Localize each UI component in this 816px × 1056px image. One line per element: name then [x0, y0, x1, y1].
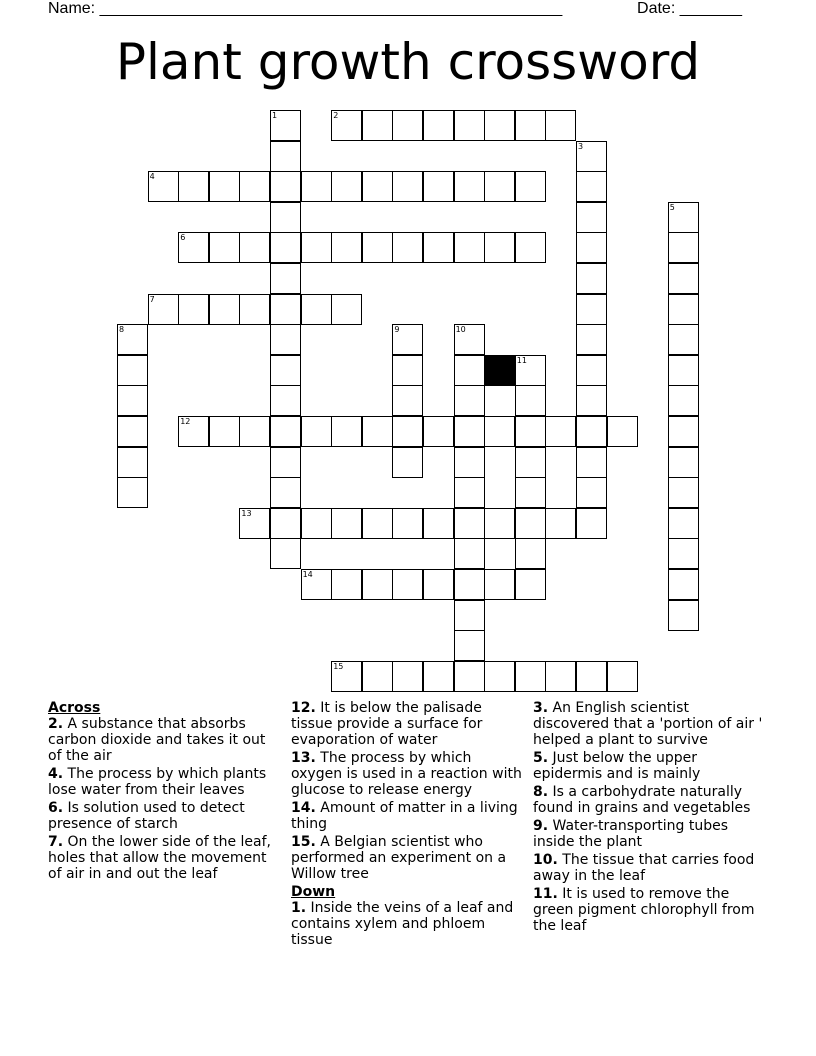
grid-cell[interactable] [423, 661, 454, 692]
clue-item-text: It is used to remove the green pigment chlorophyll from the leaf [533, 886, 755, 934]
clue-item-text: Water-transporting tubes inside the plant [533, 818, 729, 850]
clue-item-number: 9. [533, 818, 549, 834]
grid-cell[interactable] [117, 447, 148, 478]
grid-cell[interactable] [117, 416, 148, 447]
grid-cell[interactable] [668, 324, 699, 355]
grid-cell[interactable] [392, 324, 423, 355]
clue-item-text: The tissue that carries food away in the leaf [533, 852, 755, 884]
grid-cell[interactable] [484, 569, 515, 600]
grid-cell[interactable] [454, 538, 485, 569]
grid-cell[interactable] [301, 232, 332, 263]
grid-cell[interactable] [270, 110, 301, 141]
grid-cell[interactable] [576, 171, 607, 202]
grid-cell[interactable] [270, 447, 301, 478]
grid-cell[interactable] [301, 294, 332, 325]
clue-number: 9 [394, 325, 400, 335]
grid-cell[interactable] [392, 355, 423, 386]
grid-cell[interactable] [331, 661, 362, 692]
grid-cell[interactable] [117, 324, 148, 355]
grid-cell[interactable] [454, 232, 485, 263]
grid-cell[interactable] [454, 110, 485, 141]
grid-cell[interactable] [178, 171, 209, 202]
clue-number: 4 [149, 172, 155, 182]
grid-cell[interactable] [148, 171, 179, 202]
grid-cell[interactable] [668, 508, 699, 539]
clue-item-text: On the lower side of the leaf, holes that allow the movement of air in and out the leaf [48, 834, 271, 882]
grid-cell[interactable] [515, 538, 546, 569]
grid-cell[interactable] [239, 416, 270, 447]
grid-cell[interactable] [423, 232, 454, 263]
down-heading: Down [291, 884, 336, 900]
grid-cell[interactable] [270, 324, 301, 355]
clue-item [291, 900, 523, 948]
grid-cell[interactable] [515, 477, 546, 508]
grid-cell[interactable] [576, 294, 607, 325]
grid-cell[interactable] [576, 355, 607, 386]
clue-number: 13 [241, 508, 252, 518]
grid-cell[interactable] [301, 171, 332, 202]
clue-item-number: 15. [291, 834, 316, 850]
grid-cell[interactable] [209, 171, 240, 202]
grid-cell[interactable] [454, 630, 485, 661]
grid-cell[interactable] [331, 110, 362, 141]
clue-item [48, 766, 280, 798]
grid-cell[interactable] [270, 294, 301, 325]
grid-cell[interactable] [239, 232, 270, 263]
grid-cell[interactable] [331, 569, 362, 600]
grid-cell[interactable] [668, 477, 699, 508]
grid-cell[interactable] [454, 416, 485, 447]
clue-number: 10 [455, 325, 466, 335]
grid-cell[interactable] [362, 569, 393, 600]
grid-cell[interactable] [576, 416, 607, 447]
clue-item-number: 13. [291, 750, 316, 766]
clue-item [48, 834, 280, 882]
clue-column-2 [291, 700, 523, 950]
grid-cell[interactable] [270, 141, 301, 172]
clue-item-number: 7. [48, 834, 64, 850]
grid-cell[interactable] [392, 385, 423, 416]
grid-cell[interactable] [484, 232, 515, 263]
clue-item-number: 4. [48, 766, 64, 782]
grid-cell[interactable] [484, 508, 515, 539]
grid-cell[interactable] [454, 171, 485, 202]
clue-item [291, 800, 523, 832]
grid-cell[interactable] [576, 232, 607, 263]
clue-column-3 [533, 700, 765, 936]
grid-cell[interactable] [239, 171, 270, 202]
clue-item [533, 818, 765, 850]
clue-number: 14 [302, 570, 313, 579]
grid-cell[interactable] [362, 171, 393, 202]
grid-cell[interactable] [117, 385, 148, 416]
clue-number: 12 [180, 417, 191, 426]
grid-cell[interactable] [270, 355, 301, 386]
grid-cell[interactable] [668, 294, 699, 325]
clue-item-text: Amount of matter in a living thing [291, 800, 518, 832]
grid-cell[interactable] [668, 447, 699, 478]
grid-cell[interactable] [484, 110, 515, 141]
grid-cell[interactable] [515, 171, 546, 202]
grid-cell[interactable] [576, 477, 607, 508]
grid-cell[interactable] [239, 294, 270, 325]
grid-cell[interactable] [454, 324, 485, 355]
grid-cell[interactable] [545, 110, 576, 141]
grid-cell[interactable] [392, 569, 423, 600]
clue-item [533, 852, 765, 884]
clue-item-text: The process by which plants lose water from their leaves [48, 766, 267, 798]
grid-cell[interactable] [270, 232, 301, 263]
grid-cell[interactable] [454, 355, 485, 386]
grid-cell[interactable] [270, 202, 301, 233]
grid-cell[interactable] [270, 416, 301, 447]
grid-cell[interactable] [668, 569, 699, 600]
grid-cell[interactable] [270, 538, 301, 569]
grid-cell[interactable] [148, 294, 179, 325]
grid-cell[interactable] [178, 416, 209, 447]
grid-cell[interactable] [301, 508, 332, 539]
name-field: Name: ____________________________________________________ [48, 0, 563, 17]
grid-cell[interactable] [392, 416, 423, 447]
grid-cell[interactable] [331, 171, 362, 202]
clue-number: 7 [149, 294, 155, 304]
grid-cell[interactable] [331, 294, 362, 325]
grid-cell[interactable] [515, 569, 546, 600]
clue-item [291, 700, 523, 748]
grid-cell[interactable] [576, 661, 607, 692]
grid-cell[interactable] [545, 508, 576, 539]
clue-number: 1 [272, 111, 278, 120]
grid-cell[interactable] [484, 171, 515, 202]
grid-cell[interactable] [668, 600, 699, 631]
grid-cell[interactable] [484, 416, 515, 447]
clue-item-number: 1. [291, 900, 307, 916]
grid-cell[interactable] [576, 385, 607, 416]
clue-number: 5 [669, 202, 675, 212]
grid-cell[interactable] [576, 447, 607, 478]
clue-item-text: Is a carbohydrate naturally found in grains and vegetables [533, 784, 751, 816]
grid-cell[interactable] [209, 294, 240, 325]
grid-cell[interactable] [668, 232, 699, 263]
grid-cell[interactable] [515, 508, 546, 539]
grid-cell[interactable] [454, 661, 485, 692]
grid-cell[interactable] [362, 661, 393, 692]
across-heading: Across [48, 700, 101, 716]
grid-cell[interactable] [515, 355, 546, 386]
grid-cell[interactable] [117, 477, 148, 508]
grid-cell[interactable] [515, 232, 546, 263]
grid-cell[interactable] [668, 263, 699, 294]
grid-cell[interactable] [668, 416, 699, 447]
grid-cell[interactable] [668, 355, 699, 386]
grid-cell[interactable] [576, 324, 607, 355]
grid-cell[interactable] [362, 416, 393, 447]
grid-cell[interactable] [515, 385, 546, 416]
clue-item [291, 834, 523, 882]
grid-cell[interactable] [454, 600, 485, 631]
clue-number: 11 [516, 355, 527, 365]
grid-cell[interactable] [545, 416, 576, 447]
grid-cell[interactable] [331, 416, 362, 447]
clue-item-number: 8. [533, 784, 549, 800]
grid-cell[interactable] [515, 661, 546, 692]
grid-cell[interactable] [301, 416, 332, 447]
clue-item [533, 750, 765, 782]
clue-item [533, 784, 765, 816]
clue-number: 15 [333, 661, 344, 671]
grid-cell[interactable] [270, 477, 301, 508]
grid-cell[interactable] [576, 263, 607, 294]
clue-item-number: 5. [533, 750, 549, 766]
clue-item-text: Is solution used to detect presence of starch [48, 800, 245, 832]
clue-item-text: An English scientist discovered that a 'portion of air ' helped a plant to survive [533, 700, 763, 748]
clue-item-number: 11. [533, 886, 558, 902]
grid-cell[interactable] [454, 385, 485, 416]
page-title: Plant growth crossword [115, 33, 701, 91]
grid-cell[interactable] [576, 508, 607, 539]
clue-column-1 [48, 700, 280, 884]
grid-cell[interactable] [270, 171, 301, 202]
clue-item-text: A Belgian scientist who performed an experiment on a Willow tree [291, 834, 507, 882]
blocked-cell [484, 355, 515, 386]
grid-cell[interactable] [392, 171, 423, 202]
grid-cell[interactable] [392, 110, 423, 141]
grid-cell[interactable] [117, 355, 148, 386]
grid-cell[interactable] [423, 171, 454, 202]
grid-cell[interactable] [331, 232, 362, 263]
grid-cell[interactable] [423, 416, 454, 447]
grid-cell[interactable] [209, 232, 240, 263]
grid-cell[interactable] [392, 232, 423, 263]
grid-cell[interactable] [178, 294, 209, 325]
clue-item-text: Inside the veins of a leaf and contains xylem and phloem tissue [291, 900, 514, 948]
clue-item-number: 3. [533, 700, 549, 716]
clue-item-text: The process by which oxygen is used in a reaction with glucose to release energy [291, 750, 522, 798]
grid-cell[interactable] [270, 385, 301, 416]
clue-item [533, 700, 765, 748]
clue-item-text: Just below the upper epidermis and is mainly [533, 750, 701, 782]
clue-item-number: 6. [48, 800, 64, 816]
grid-cell[interactable] [607, 416, 638, 447]
grid-cell[interactable] [270, 508, 301, 539]
grid-cell[interactable] [178, 232, 209, 263]
clue-number: 2 [333, 111, 339, 120]
clue-item [48, 716, 280, 764]
grid-cell[interactable] [515, 447, 546, 478]
grid-cell[interactable] [668, 385, 699, 416]
grid-cell[interactable] [454, 447, 485, 478]
grid-cell[interactable] [484, 661, 515, 692]
grid-cell[interactable] [454, 477, 485, 508]
grid-cell[interactable] [454, 569, 485, 600]
grid-cell[interactable] [392, 508, 423, 539]
grid-cell[interactable] [576, 141, 607, 172]
grid-cell[interactable] [362, 110, 393, 141]
grid-cell[interactable] [607, 661, 638, 692]
grid-cell[interactable] [423, 110, 454, 141]
clue-item-text: A substance that absorbs carbon dioxide and takes it out of the air [48, 716, 266, 764]
grid-cell[interactable] [270, 263, 301, 294]
grid-cell[interactable] [301, 569, 332, 600]
grid-cell[interactable] [454, 508, 485, 539]
grid-cell[interactable] [423, 569, 454, 600]
grid-cell[interactable] [331, 508, 362, 539]
grid-cell[interactable] [668, 538, 699, 569]
clue-number: 6 [180, 233, 186, 243]
grid-cell[interactable] [392, 661, 423, 692]
clue-number: 8 [119, 325, 125, 335]
clue-item-text: It is below the palisade tissue provide a surface for evaporation of water [291, 700, 483, 748]
clue-item-number: 14. [291, 800, 316, 816]
clue-item-number: 12. [291, 700, 316, 716]
grid-cell[interactable] [362, 232, 393, 263]
grid-cell[interactable] [515, 416, 546, 447]
grid-cell[interactable] [239, 508, 270, 539]
clue-item-number: 2. [48, 716, 64, 732]
grid-cell[interactable] [668, 202, 699, 233]
grid-cell[interactable] [515, 110, 546, 141]
grid-cell[interactable] [209, 416, 240, 447]
date-field: Date: _______ [637, 0, 742, 17]
clue-item [533, 886, 765, 934]
grid-cell[interactable] [423, 508, 454, 539]
clue-item-number: 10. [533, 852, 558, 868]
grid-cell[interactable] [576, 202, 607, 233]
grid-cell[interactable] [392, 447, 423, 478]
grid-cell[interactable] [362, 508, 393, 539]
clue-number: 3 [578, 141, 584, 151]
clue-item [48, 800, 280, 832]
clue-item [291, 750, 523, 798]
grid-cell[interactable] [545, 661, 576, 692]
